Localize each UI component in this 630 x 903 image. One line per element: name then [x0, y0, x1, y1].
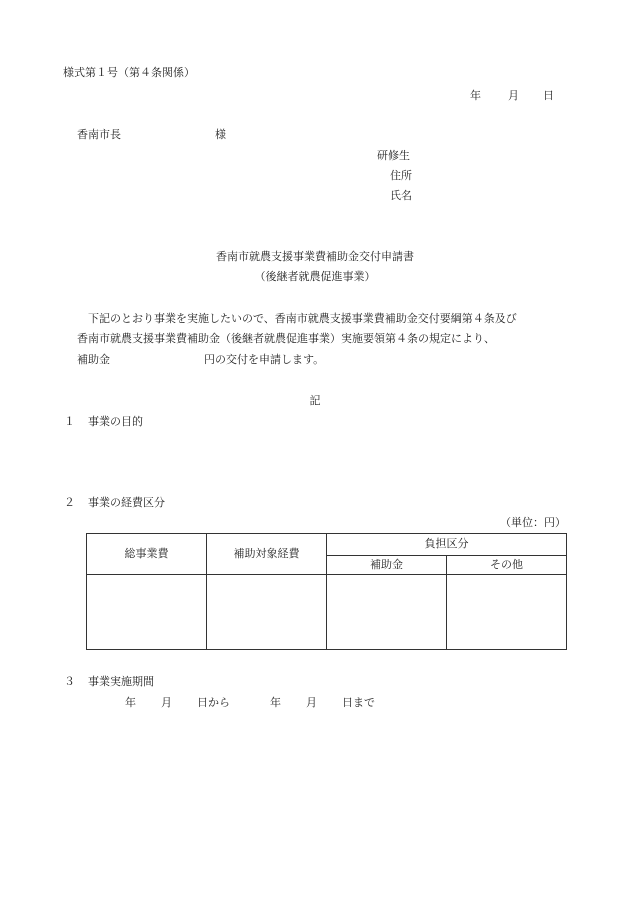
- period-to-day: 日まで: [342, 696, 375, 709]
- addressee-honorific: 様: [215, 128, 226, 141]
- period-from-day: 日から: [197, 696, 230, 709]
- section-3-number: ３: [64, 675, 75, 688]
- header-total-cost: 総事業費: [87, 534, 207, 575]
- applicant-address-label: 住所: [390, 169, 412, 182]
- ki-heading: 記: [309, 394, 321, 407]
- date-year: 年: [470, 89, 481, 102]
- section-3-title: 事業実施期間: [88, 675, 154, 688]
- header-burden: 負担区分: [327, 534, 567, 556]
- cell-eligible-cost[interactable]: [207, 575, 327, 650]
- cell-subsidy[interactable]: [327, 575, 447, 650]
- section-1-number: １: [64, 415, 75, 428]
- date-month: 月: [508, 89, 519, 102]
- section-2-title: 事業の経費区分: [88, 496, 165, 509]
- document-subtitle: （後継者就農促進事業）: [254, 270, 376, 283]
- body-line-1: 下記のとおり事業を実施したいので、香南市就農支援事業費補助金交付要綱第４条及び: [88, 312, 517, 325]
- date-day: 日: [543, 89, 554, 102]
- expense-table: [86, 533, 567, 650]
- cell-total-cost[interactable]: [87, 575, 207, 650]
- section-1-title: 事業の目的: [88, 415, 143, 428]
- body-line-3-suffix: 円の交付を申請します。: [204, 353, 325, 366]
- section-2-number: ２: [64, 496, 75, 509]
- body-line-2: 香南市就農支援事業費補助金（後継者就農促進事業）実施要領第４条の規定により、: [77, 332, 495, 345]
- document-title: 香南市就農支援事業費補助金交付申請書: [216, 250, 414, 263]
- period-from-month: 月: [161, 696, 172, 709]
- period-from-year: 年: [125, 696, 136, 709]
- addressee-name: 香南市長: [77, 128, 121, 141]
- header-other: その他: [447, 555, 567, 574]
- form-number: 様式第１号（第４条関係）: [63, 66, 195, 79]
- period-to-year: 年: [270, 696, 281, 709]
- header-eligible-cost: 補助対象経費: [207, 534, 327, 575]
- unit-note: （単位：円）: [500, 516, 566, 529]
- applicant-role: 研修生: [377, 149, 410, 162]
- header-subsidy: 補助金: [327, 555, 447, 574]
- body-line-3-prefix: 補助金: [77, 353, 110, 366]
- applicant-name-label: 氏名: [390, 189, 412, 202]
- cell-other[interactable]: [447, 575, 567, 650]
- table-row: [87, 575, 567, 650]
- period-to-month: 月: [306, 696, 317, 709]
